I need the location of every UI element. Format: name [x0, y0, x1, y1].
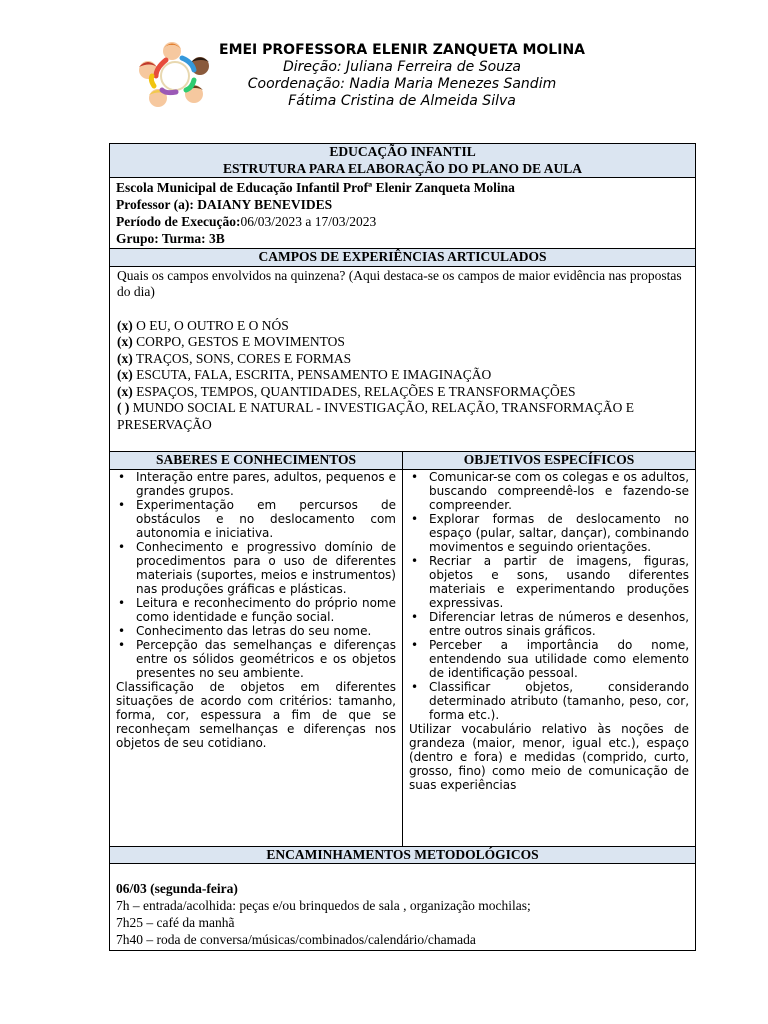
bullet-icon: •: [411, 553, 419, 568]
campos-section: [110, 266, 696, 452]
escola-line: Escola Municipal de Educação Infantil Profª Elenir Zanqueta Molina: [116, 180, 515, 195]
professor-line: Professor (a): DAIANY BENEVIDES: [116, 197, 333, 212]
list-item: • Interação entre pares, adultos, pequenos e grandes grupos.: [118, 469, 396, 498]
campo-item: ( ) MUNDO SOCIAL E NATURAL - INVESTIGAÇÃO, RELAÇÃO, TRANSFORMAÇÃO E PRESERVAÇÃO: [117, 400, 635, 432]
coordenacao-line: Coordenação: Nadia Maria Menezes Sandim: [247, 76, 557, 92]
campo-item: (x) ESPAÇOS, TEMPOS, QUANTIDADES, RELAÇÕES E TRANSFORMAÇÕES: [117, 383, 576, 399]
saberes-heading: SABERES E CONHECIMENTOS: [110, 452, 403, 470]
title-educacao-infantil: EDUCAÇÃO INFANTIL ESTRUTURA PARA ELABORAÇÃO DO PLANO DE AULA: [110, 144, 696, 178]
school-name: EMEI PROFESSORA ELENIR ZANQUETA MOLINA: [219, 42, 585, 58]
list-item: • Comunicar-se com os colegas e os adultos, buscando compreendê-los e fazendo-se compreender.: [411, 469, 690, 512]
list-item: • Experimentação em percursos de obstáculos e no deslocamento com autonomia e iniciativa.: [118, 497, 396, 540]
schedule-line: 7h – entrada/acolhida: peças e/ou brinquedos de sala , organização mochilas;: [116, 898, 531, 913]
periodo-line: Período de Execução:06/03/2023 a 17/03/2023: [116, 214, 377, 229]
list-item: • Leitura e reconhecimento do próprio nome como identidade e função social.: [118, 595, 396, 624]
list-item: • Percepção das semelhanças e diferenças entre os sólidos geométricos e os objetos presentes no seu ambiente.: [118, 637, 396, 680]
bullet-icon: •: [118, 595, 126, 610]
campo-item: (x) ESCUTA, FALA, ESCRITA, PENSAMENTO E IMAGINAÇÃO: [117, 367, 492, 382]
list-item: • Conhecimento das letras do seu nome.: [118, 623, 372, 638]
objetivos-heading: OBJETIVOS ESPECÍFICOS: [403, 452, 696, 470]
bullet-icon: •: [411, 679, 419, 694]
bullet-icon: •: [118, 497, 126, 512]
list-item: • Recriar a partir de imagens, figuras, objetos e sons, usando diferentes materiais e experimentando produções expressivas.: [411, 553, 690, 610]
campos-heading: CAMPOS DE EXPERIÊNCIAS ARTICULADOS: [110, 249, 696, 267]
coordenacao-line-2: Fátima Cristina de Almeida Silva: [288, 93, 516, 109]
bullet-icon: •: [118, 637, 126, 652]
page-header: [0, 0, 768, 120]
campo-item: (x) CORPO, GESTOS E MOVIMENTOS: [117, 334, 345, 349]
list-item: • Explorar formas de deslocamento no espaço (pular, saltar, dançar), combinando movimentos e seguindo orientações.: [411, 511, 690, 554]
bullet-icon: •: [411, 469, 419, 484]
objetivos-extra: Utilizar vocabulário relativo às noções de grandeza (maior, menor, igual etc.), espaço (dentro e fora) e medidas (comprido, curto, grosso, fino) como meio de comunicação de suas experiências: [409, 721, 690, 792]
schedule-line: 7h25 – café da manhã: [116, 915, 235, 930]
metodologicos-section: [110, 864, 696, 951]
objetivos-column: [403, 469, 696, 846]
grupo-line: Grupo: Turma: 3B: [116, 231, 225, 246]
list-item: • Diferenciar letras de números e desenhos, entre outros sinais gráficos.: [411, 609, 690, 638]
campo-item: (x) TRAÇOS, SONS, CORES E FORMAS: [117, 350, 352, 366]
campos-question: Quais os campos envolvidos na quinzena? (Aqui destaca-se os campos de maior evidência nas propostas do dia): [117, 267, 682, 299]
list-item: • Perceber a importância do nome, entendendo sua utilidade como elemento de identificação pessoal.: [411, 637, 690, 680]
bullet-icon: •: [411, 511, 419, 526]
lesson-plan-table: [109, 143, 696, 951]
metodologicos-heading: ENCAMINHAMENTOS METODOLÓGICOS: [110, 846, 696, 864]
schedule-line: 7h40 – roda de conversa/músicas/combinados/calendário/chamada: [116, 932, 476, 947]
campo-item: (x) O EU, O OUTRO E O NÓS: [117, 317, 289, 333]
bullet-icon: •: [118, 469, 126, 484]
bullet-icon: •: [411, 609, 419, 624]
saberes-column: [110, 469, 403, 846]
direcao-line: Direção: Juliana Ferreira de Souza: [283, 59, 521, 75]
plan-info: [110, 178, 696, 249]
bullet-icon: •: [411, 637, 419, 652]
day-heading: 06/03 (segunda-feira): [116, 881, 238, 896]
saberes-extra: Classificação de objetos em diferentes situações de acordo com critérios: tamanho, forma, cor, espessura a fim de que se reconheçam semelhanças e diferenças nos objetos de seu cotidiano.: [116, 679, 396, 750]
header-text: [200, 42, 604, 110]
list-item: • Conhecimento e progressivo domínio de procedimentos para o uso de diferentes materiais (suportes, meios e instrumentos) nas produções gráficas e plásticas.: [118, 539, 396, 596]
bullet-icon: •: [118, 623, 126, 638]
bullet-icon: •: [118, 539, 126, 554]
list-item: • Classificar objetos, considerando determinado atributo (tamanho, peso, cor, forma etc.).: [411, 679, 690, 722]
